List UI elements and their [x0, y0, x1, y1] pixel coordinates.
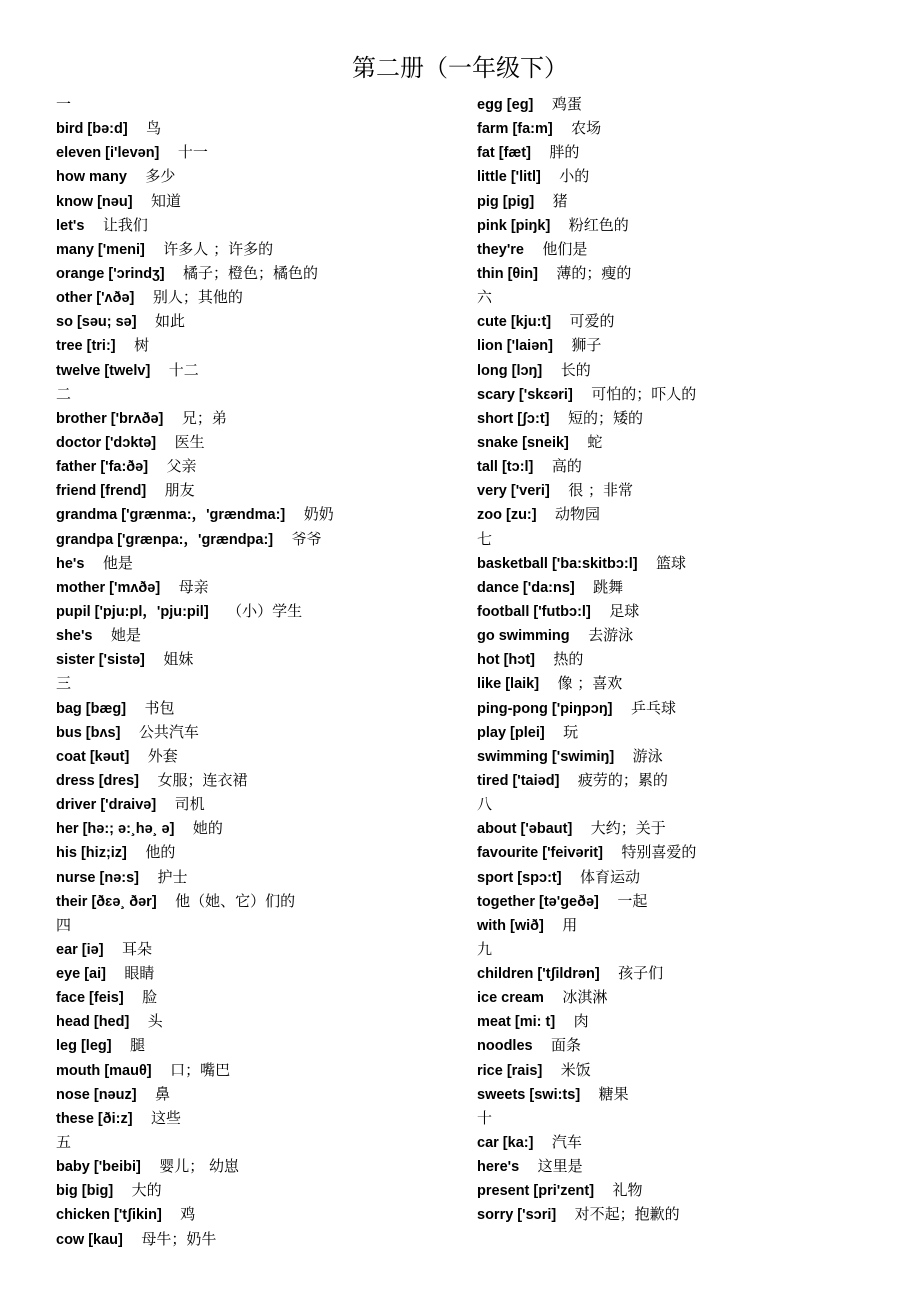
english-word: face [feis]	[56, 990, 124, 1007]
chinese-meaning: 司机	[174, 795, 205, 814]
english-word: bird [bə:d]	[56, 121, 128, 138]
chinese-meaning: 如此	[155, 312, 186, 331]
english-word: ear [iə]	[56, 941, 104, 958]
english-word: fat [fæt]	[477, 145, 531, 162]
english-word: hot [hɔt]	[477, 652, 535, 669]
vocab-entry	[477, 164, 897, 188]
chinese-meaning: 鸡蛋	[551, 95, 582, 113]
vocab-entry	[477, 309, 897, 333]
chinese-meaning: 鸟	[146, 119, 162, 138]
chinese-meaning: 体育运动	[580, 867, 641, 886]
chinese-meaning: 猪	[552, 191, 568, 210]
unit-heading	[477, 285, 897, 309]
vocab-entry	[477, 816, 897, 840]
chinese-meaning: 跳舞	[593, 577, 624, 596]
english-word: mother ['mʌðə]	[56, 579, 161, 596]
vocab-entry	[477, 213, 897, 237]
chinese-meaning: 兄；弟	[181, 408, 227, 427]
unit-number: 四	[56, 915, 72, 934]
chinese-meaning: 他（她、它）们的	[175, 891, 296, 910]
chinese-meaning: 母亲	[178, 577, 209, 596]
english-word: children ['tʃildrən]	[477, 966, 600, 983]
english-word: thin [θin]	[477, 265, 538, 282]
chinese-meaning: 他们是	[542, 239, 588, 258]
vocab-entry	[56, 744, 476, 768]
english-word: nurse [nə:s]	[56, 869, 139, 886]
vocab-entry	[56, 575, 476, 599]
vocab-entry	[477, 913, 897, 937]
chinese-meaning: 他是	[102, 553, 133, 572]
english-word: egg [eg]	[477, 97, 534, 113]
chinese-meaning: 他的	[145, 843, 176, 862]
vocab-entry	[477, 865, 897, 889]
vocab-entry	[56, 937, 476, 961]
english-word: father ['fa:ðə]	[56, 459, 149, 476]
english-word: little ['litl]	[477, 169, 541, 186]
vocab-entry	[56, 333, 476, 357]
chinese-meaning: 短的；矮的	[567, 408, 643, 427]
vocab-entry	[56, 406, 476, 430]
vocab-entry	[56, 840, 476, 864]
vocab-entry	[56, 213, 476, 237]
unit-heading	[477, 937, 897, 961]
vocab-entry	[56, 816, 476, 840]
chinese-meaning: 游泳	[632, 746, 663, 765]
vocab-entry	[56, 140, 476, 164]
vocab-entry	[56, 1178, 476, 1202]
english-word: mouth [mauθ]	[56, 1062, 152, 1079]
english-word: ping-pong ['piŋpɔŋ]	[477, 700, 613, 717]
chinese-meaning: 像 ；喜欢	[557, 674, 623, 693]
english-word: baby ['beibi]	[56, 1159, 141, 1176]
english-word: sorry ['sɔri]	[477, 1207, 557, 1224]
chinese-meaning: 米饭	[560, 1060, 591, 1079]
english-word: sweets [swi:ts]	[477, 1086, 581, 1103]
vocab-entry	[477, 671, 897, 695]
vocab-entry	[477, 1178, 897, 1202]
vocab-entry	[477, 961, 897, 985]
english-word: lion ['laiən]	[477, 338, 553, 355]
chinese-meaning: 面条	[551, 1036, 582, 1055]
english-word: ice cream	[477, 990, 544, 1007]
english-word: sport [spɔ:t]	[477, 869, 562, 886]
english-word: coat [kəut]	[56, 748, 130, 765]
chinese-meaning: 外套	[147, 746, 178, 765]
english-word: noodles	[477, 1038, 533, 1055]
vocab-entry	[56, 647, 476, 671]
chinese-meaning: 糖果	[598, 1084, 629, 1103]
chinese-meaning: 足球	[609, 601, 640, 620]
vocab-entry	[56, 478, 476, 502]
vocab-entry	[56, 1154, 476, 1178]
english-word: chicken ['tʃikin]	[56, 1207, 162, 1224]
chinese-meaning: 耳朵	[122, 939, 153, 958]
vocab-entry	[477, 116, 897, 140]
english-word: grandma ['grænma:，'grændma:]	[56, 507, 286, 524]
english-word: car [ka:]	[477, 1135, 534, 1152]
vocab-entry	[56, 1227, 476, 1251]
english-word: how many	[56, 169, 127, 186]
chinese-meaning: 胖的	[549, 143, 580, 162]
english-word: bag [bæg]	[56, 700, 127, 717]
vocab-entry	[477, 358, 897, 382]
vocab-entry	[477, 382, 897, 406]
english-word: he's	[56, 555, 85, 572]
english-word: meat [mi: t]	[477, 1014, 556, 1031]
right-vocab-column	[477, 92, 897, 1227]
english-word: doctor ['dɔktə]	[56, 434, 157, 451]
english-word: basketball ['ba:skitbɔ:l]	[477, 555, 638, 572]
vocab-entry	[477, 985, 897, 1009]
chinese-meaning: 这里是	[537, 1157, 583, 1176]
english-word: rice [rais]	[477, 1062, 543, 1079]
english-word: cow [kau]	[56, 1231, 123, 1248]
unit-heading	[56, 671, 476, 695]
english-word: driver ['draivə]	[56, 797, 157, 814]
english-word: their [ðɛə¸ ðər]	[56, 893, 157, 910]
chinese-meaning: 鼻	[155, 1084, 171, 1103]
vocab-entry	[56, 551, 476, 575]
chinese-meaning: 奶奶	[303, 505, 334, 524]
chinese-meaning: 知道	[150, 191, 181, 210]
vocab-entry	[56, 985, 476, 1009]
vocab-entry	[56, 599, 476, 623]
vocab-entry	[477, 1033, 897, 1057]
vocab-entry	[477, 599, 897, 623]
vocab-entry	[477, 1202, 897, 1226]
chinese-meaning: 肉	[573, 1012, 589, 1031]
english-word: pupil ['pju:pl，'pju:pil]	[56, 603, 209, 620]
vocab-entry	[477, 333, 897, 357]
chinese-meaning: 口；嘴巴	[170, 1060, 231, 1079]
chinese-meaning: 公共汽车	[138, 722, 199, 741]
english-word: leg [leg]	[56, 1038, 112, 1055]
vocab-entry	[56, 309, 476, 333]
vocab-entry	[477, 696, 897, 720]
english-word: eleven [i'levən]	[56, 145, 160, 162]
vocab-entry	[477, 889, 897, 913]
vocab-entry	[477, 406, 897, 430]
chinese-meaning: 这些	[150, 1108, 181, 1127]
english-word: farm [fa:m]	[477, 121, 553, 138]
english-word: dress [dres]	[56, 772, 140, 789]
vocab-entry	[56, 623, 476, 647]
vocab-entry	[477, 744, 897, 768]
english-word: pink [piŋk]	[477, 217, 551, 234]
vocab-entry	[56, 1106, 476, 1130]
vocab-entry	[56, 768, 476, 792]
vocab-entry	[56, 189, 476, 213]
english-word: big [big]	[56, 1183, 114, 1200]
vocab-entry	[56, 116, 476, 140]
english-word: very ['veri]	[477, 483, 550, 500]
vocab-entry	[477, 189, 897, 213]
unit-number: 八	[477, 795, 493, 814]
english-word: scary ['skεəri]	[477, 386, 573, 403]
vocab-entry	[56, 502, 476, 526]
vocab-entry	[477, 623, 897, 647]
vocab-entry	[477, 551, 897, 575]
vocab-entry	[477, 237, 897, 261]
chinese-meaning: 许多人 ；许多的	[163, 239, 274, 258]
chinese-meaning: 十一	[177, 143, 208, 162]
vocab-entry	[56, 720, 476, 744]
vocab-entry	[56, 1082, 476, 1106]
unit-heading	[56, 913, 476, 937]
english-word: snake [sneik]	[477, 434, 569, 451]
chinese-meaning: 用	[562, 915, 578, 934]
english-word: tree [tri:]	[56, 338, 116, 355]
unit-number: 七	[477, 529, 493, 548]
chinese-meaning: 粉红色的	[568, 215, 629, 234]
english-word: dance ['da:ns]	[477, 579, 575, 596]
vocab-entry	[56, 285, 476, 309]
vocab-entry	[56, 358, 476, 382]
unit-heading	[477, 792, 897, 816]
chinese-meaning: 礼物	[612, 1181, 643, 1200]
english-word: these [ði:z]	[56, 1110, 133, 1127]
vocab-entry	[56, 261, 476, 285]
english-word: her [hə:; ə:¸hə¸ ə]	[56, 821, 175, 838]
english-word: favourite ['feivərit]	[477, 845, 603, 862]
vocab-entry	[56, 527, 476, 551]
chinese-meaning: 医生	[174, 432, 205, 451]
vocab-entry	[477, 840, 897, 864]
chinese-meaning: 腿	[130, 1036, 146, 1055]
english-word: together [tə'geðə]	[477, 893, 599, 910]
english-word: friend [frend]	[56, 483, 147, 500]
chinese-meaning: 她是	[110, 626, 141, 645]
vocab-entry	[477, 647, 897, 671]
chinese-meaning: 她的	[192, 819, 223, 838]
english-word: pig [pig]	[477, 193, 535, 210]
english-word: other ['ʌðə]	[56, 290, 135, 307]
unit-heading	[477, 1106, 897, 1130]
unit-number: 六	[477, 288, 493, 307]
chinese-meaning: 长的	[560, 360, 591, 379]
chinese-meaning: 大约；关于	[590, 819, 666, 838]
vocab-entry	[56, 164, 476, 188]
english-word: eye [ai]	[56, 966, 106, 983]
english-word: grandpa ['grænpa:，'grændpa:]	[56, 531, 274, 548]
chinese-meaning: 动物园	[555, 505, 601, 524]
chinese-meaning: 爷爷	[291, 529, 322, 548]
english-word: football ['futbɔ:l]	[477, 603, 591, 620]
chinese-meaning: （小）学生	[227, 601, 303, 620]
english-word: present [pri'zent]	[477, 1183, 595, 1200]
chinese-meaning: 头	[147, 1012, 163, 1031]
vocab-entry	[477, 430, 897, 454]
vocab-entry	[56, 1202, 476, 1226]
chinese-meaning: 朋友	[164, 481, 195, 500]
page-title: 第二册（一年级下）	[352, 54, 568, 82]
vocab-entry	[56, 865, 476, 889]
english-word: like [laik]	[477, 676, 540, 693]
english-word: bus [bʌs]	[56, 724, 121, 741]
vocab-entry	[56, 1033, 476, 1057]
english-word: play [plei]	[477, 724, 545, 741]
chinese-meaning: 对不起；抱歉的	[574, 1205, 680, 1224]
chinese-meaning: 别人；其他的	[152, 288, 243, 307]
chinese-meaning: 可爱的	[569, 312, 615, 331]
unit-heading	[477, 527, 897, 551]
chinese-meaning: 让我们	[102, 215, 148, 234]
chinese-meaning: 热的	[553, 650, 584, 669]
english-word: tall [tɔ:l]	[477, 459, 534, 476]
chinese-meaning: 特别喜爱的	[621, 843, 697, 862]
chinese-meaning: 多少	[145, 167, 176, 186]
vocab-entry	[477, 1154, 897, 1178]
chinese-meaning: 薄的；瘦的	[556, 263, 632, 282]
english-word: here's	[477, 1159, 520, 1176]
english-word: orange ['ɔrindʒ]	[56, 265, 165, 282]
vocab-entry	[477, 1130, 897, 1154]
english-word: they're	[477, 241, 524, 258]
chinese-meaning: 一起	[617, 891, 648, 910]
left-vocab-column	[56, 92, 476, 1251]
vocab-entry	[477, 261, 897, 285]
chinese-meaning: 孩子们	[618, 964, 664, 983]
vocab-entry	[56, 961, 476, 985]
english-word: cute [kju:t]	[477, 314, 552, 331]
chinese-meaning: 篮球	[656, 553, 687, 572]
english-word: let's	[56, 217, 85, 234]
chinese-meaning: 护士	[157, 867, 188, 886]
vocab-entry	[477, 1009, 897, 1033]
chinese-meaning: 女服；连衣裙	[157, 770, 248, 789]
vocab-entry	[477, 502, 897, 526]
chinese-meaning: 玩	[563, 722, 579, 741]
chinese-meaning: 可怕的；吓人的	[591, 384, 697, 403]
vocab-entry	[56, 430, 476, 454]
vocab-entry	[56, 696, 476, 720]
unit-number: 十	[477, 1108, 493, 1127]
vocab-entry	[56, 1009, 476, 1033]
chinese-meaning: 父亲	[166, 457, 197, 476]
chinese-meaning: 十二	[168, 360, 199, 379]
vocab-entry	[56, 889, 476, 913]
chinese-meaning: 大的	[131, 1181, 162, 1200]
vocab-entry	[477, 454, 897, 478]
chinese-meaning: 小的	[559, 167, 590, 186]
english-word: sister ['sistə]	[56, 652, 145, 669]
unit-heading	[56, 1130, 476, 1154]
chinese-meaning: 橘子；橙色；橘色的	[183, 263, 319, 282]
chinese-meaning: 母牛；奶牛	[141, 1229, 217, 1248]
vocab-entry	[477, 1058, 897, 1082]
chinese-meaning: 狮子	[571, 336, 602, 355]
english-word: so [səu; sə]	[56, 314, 137, 331]
chinese-meaning: 树	[134, 336, 150, 355]
english-word: know [nəu]	[56, 193, 133, 210]
vocab-entry	[56, 1058, 476, 1082]
unit-number: 三	[56, 674, 72, 693]
vocab-entry	[477, 478, 897, 502]
english-word: brother ['brʌðə]	[56, 410, 164, 427]
english-word: tired ['taiəd]	[477, 772, 560, 789]
unit-number: 九	[477, 939, 493, 958]
vocab-entry	[477, 720, 897, 744]
chinese-meaning: 眼睛	[124, 964, 155, 983]
english-word: swimming ['swimiŋ]	[477, 748, 615, 765]
english-word: short [ʃɔ:t]	[477, 410, 550, 427]
chinese-meaning: 汽车	[551, 1133, 582, 1152]
chinese-meaning: 脸	[142, 988, 158, 1007]
unit-heading	[56, 92, 476, 116]
vocab-entry	[477, 92, 897, 116]
vocab-entry	[477, 768, 897, 792]
unit-number: 一	[56, 95, 72, 113]
unit-number: 五	[56, 1133, 72, 1152]
english-word: twelve [twelv]	[56, 362, 151, 379]
chinese-meaning: 书包	[144, 698, 175, 717]
vocab-entry	[56, 237, 476, 261]
unit-number: 二	[56, 384, 72, 403]
vocab-entry	[56, 454, 476, 478]
vocab-entry	[477, 140, 897, 164]
english-word: zoo [zu:]	[477, 507, 537, 524]
vocab-entry	[477, 1082, 897, 1106]
english-word: his [hiz;iz]	[56, 845, 127, 862]
chinese-meaning: 农场	[571, 119, 602, 138]
vocab-entry	[477, 575, 897, 599]
chinese-meaning: 乒乓球	[630, 698, 676, 717]
english-word: many ['meni]	[56, 241, 145, 258]
english-word: nose [nəuz]	[56, 1086, 137, 1103]
chinese-meaning: 高的	[551, 457, 582, 476]
chinese-meaning: 姐妹	[163, 650, 194, 669]
english-word: about ['əbaut]	[477, 821, 573, 838]
chinese-meaning: 去游泳	[588, 626, 634, 645]
chinese-meaning: 疲劳的；累的	[577, 770, 668, 789]
chinese-meaning: 鸡	[180, 1205, 196, 1224]
english-word: long [lɔŋ]	[477, 362, 543, 379]
vocab-entry	[56, 792, 476, 816]
chinese-meaning: 婴儿； 幼崽	[159, 1157, 240, 1176]
english-word: head [hed]	[56, 1014, 130, 1031]
english-word: go swimming	[477, 628, 570, 645]
english-word: with [wið]	[477, 917, 544, 934]
chinese-meaning: 冰淇淋	[562, 988, 608, 1007]
english-word: she's	[56, 628, 93, 645]
chinese-meaning: 蛇	[587, 432, 603, 451]
chinese-meaning: 很 ；非常	[568, 481, 633, 500]
unit-heading	[56, 382, 476, 406]
